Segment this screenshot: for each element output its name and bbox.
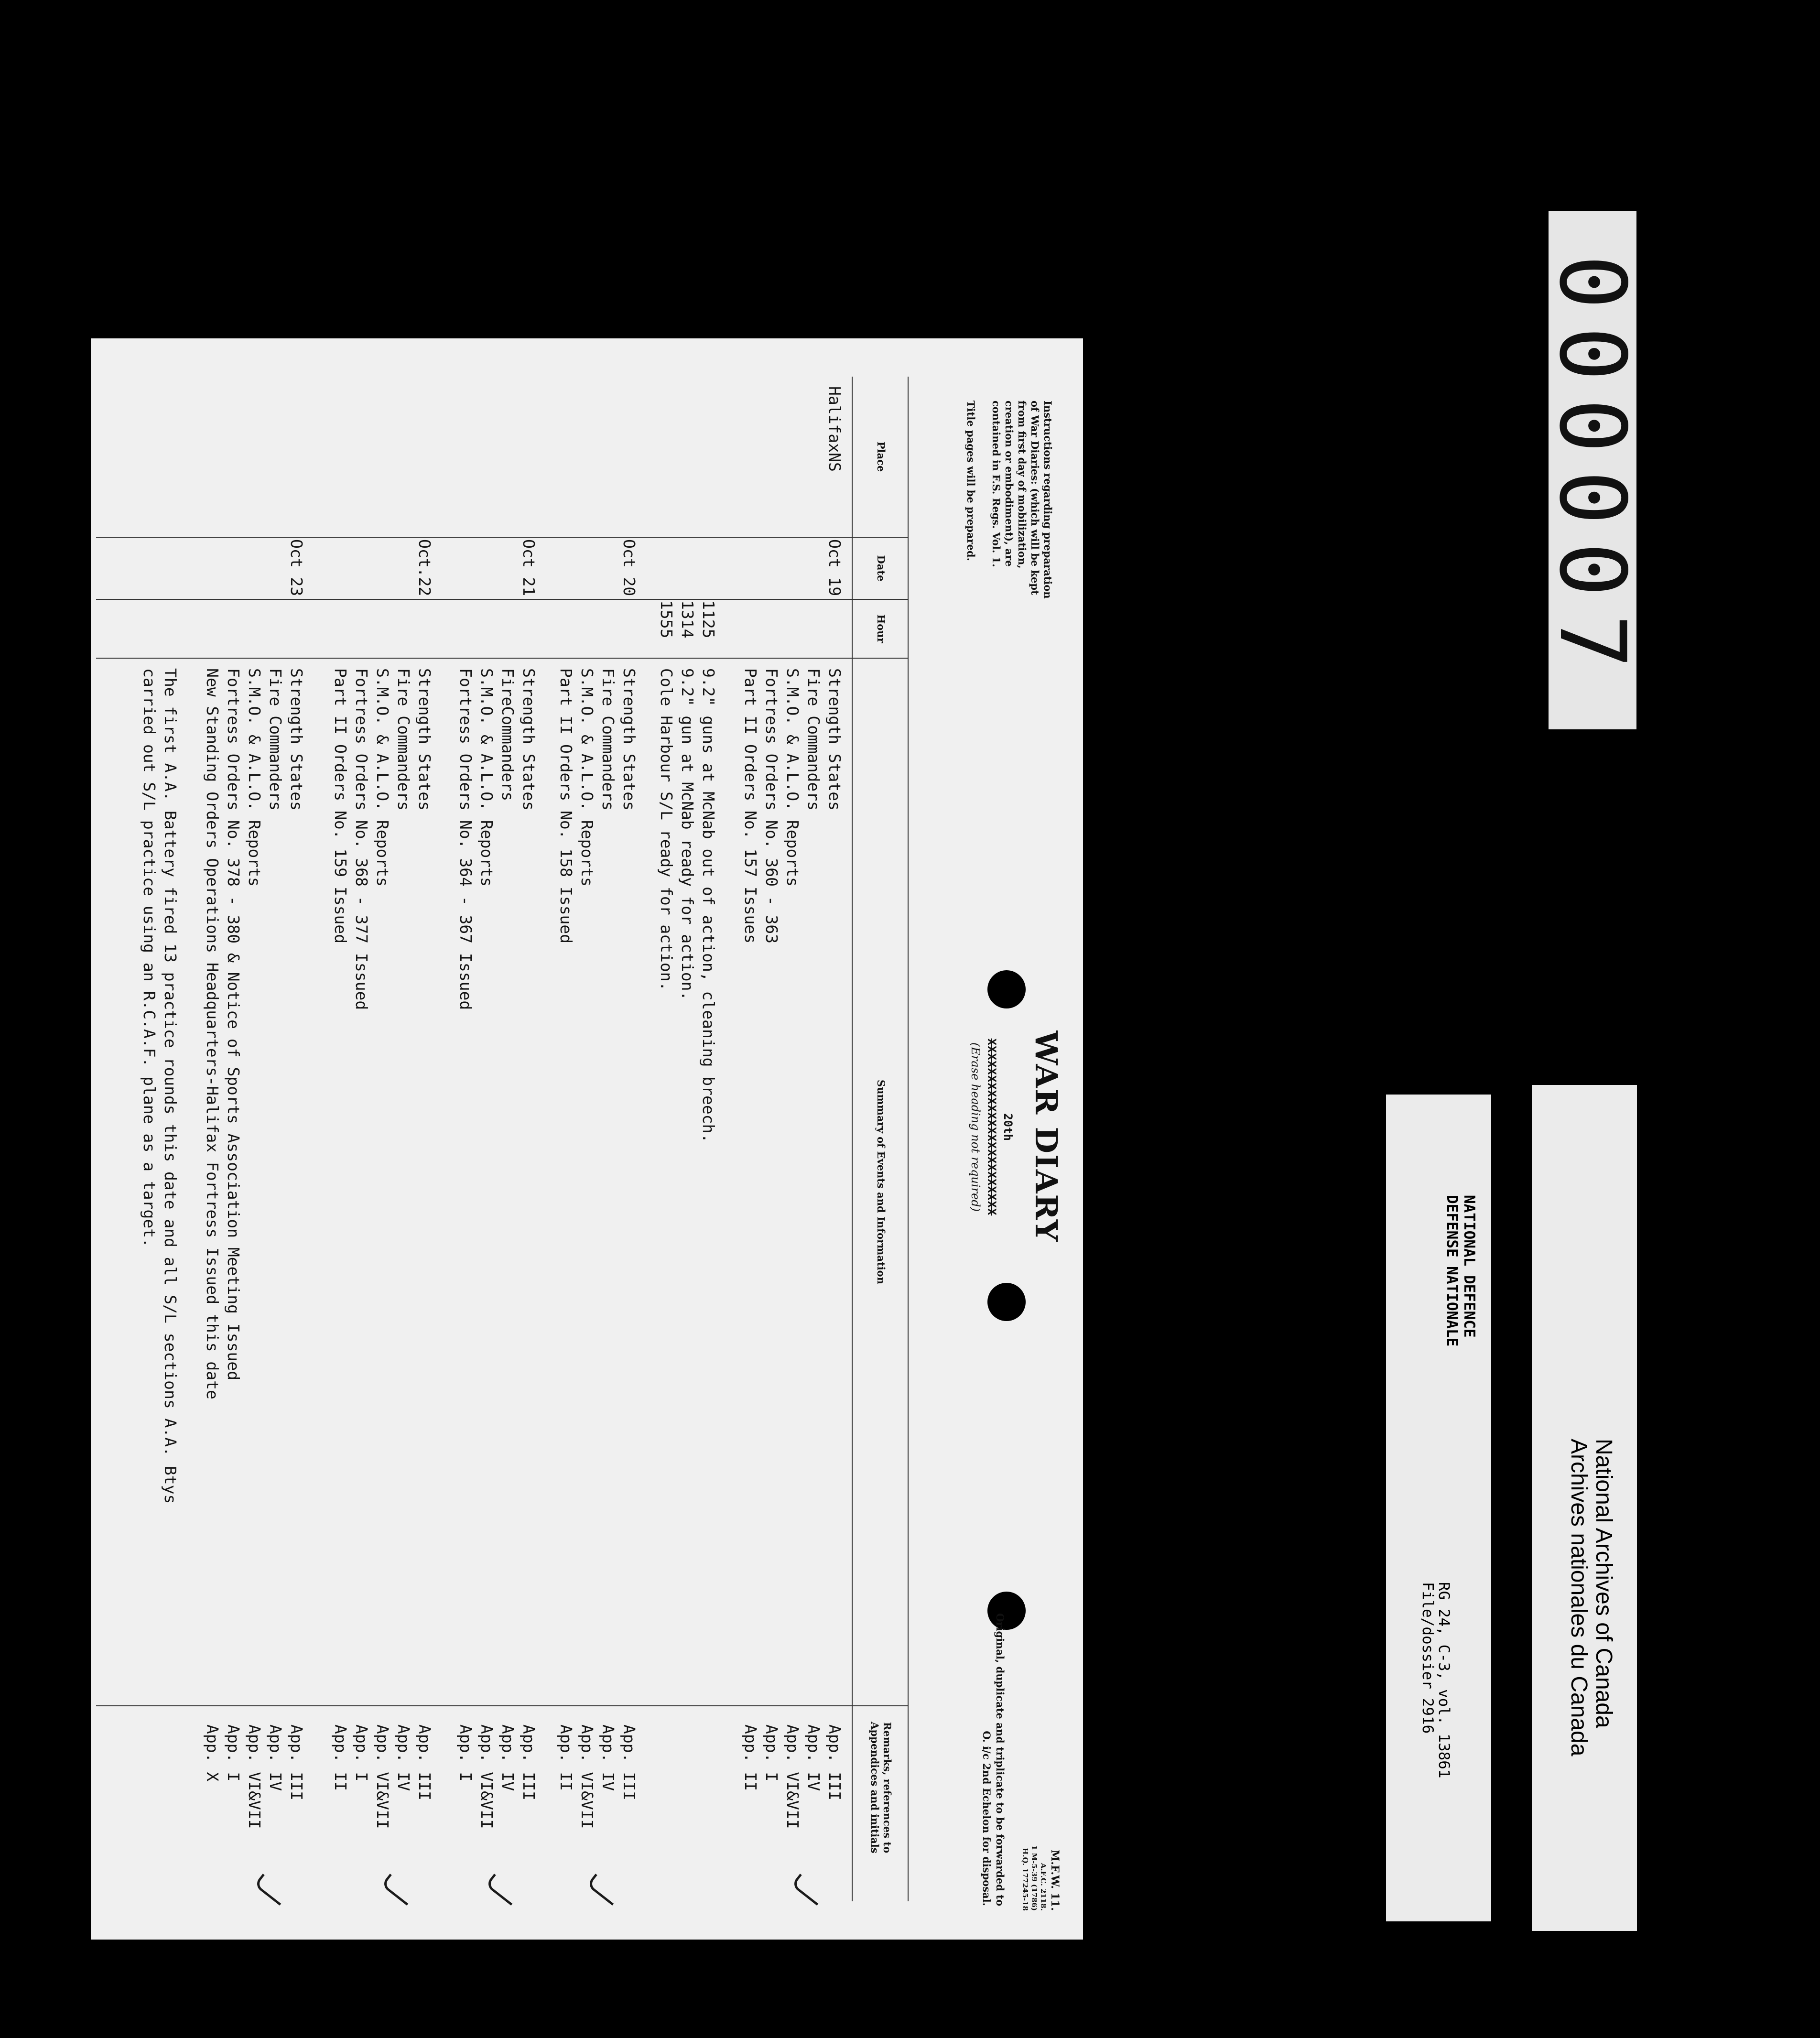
column-divider	[96, 1705, 909, 1706]
entry-text: Strength States	[287, 668, 306, 811]
entry-text: Strength States	[520, 668, 538, 811]
entry-text: Part II Orders No. 159 Issued	[331, 668, 350, 944]
appendix-references	[455, 1724, 539, 1868]
entry-place: HalifaxNS	[825, 386, 844, 472]
frame-number: 000007	[1539, 254, 1646, 686]
appendix-ref: App. II	[557, 1724, 575, 1791]
entry-line	[576, 602, 597, 1367]
entry-line	[330, 602, 351, 1367]
appendix-ref: App. VI&VII	[245, 1724, 264, 1829]
column-header-place: Place	[875, 441, 887, 472]
appendix-ref: App. VI&VII	[578, 1724, 596, 1829]
entry-text: 9.2" gun at McNab ready for action.	[678, 668, 697, 1001]
appendix-ref: App. IV	[266, 1724, 285, 1791]
entry-text: 9.2" guns at McNab out of action, cleaning breech.	[699, 668, 718, 1143]
form-code-block	[1020, 1758, 1062, 1911]
entry-hour: 1555	[657, 600, 676, 639]
department-name-en: NATIONAL DEFENCE	[1461, 1195, 1478, 1338]
entry-text: Cole Harbour S/L ready for action.	[657, 668, 676, 991]
entry-text: Fortress Orders No. 360 - 363	[762, 668, 781, 944]
entry-line	[740, 602, 761, 1367]
entry-line	[139, 602, 160, 1367]
appendix-references	[330, 1724, 435, 1868]
typed-over-heading: 20th	[1001, 1113, 1015, 1141]
entry-text: carried out S/L practice using an R.C.A.F. plane as a target.	[140, 668, 159, 1247]
form-code: M.F.W. 11.	[1049, 1850, 1061, 1911]
appendix-ref: App. I	[224, 1724, 243, 1782]
appendix-ref: App. VI&VII	[373, 1724, 392, 1829]
entry-text: Fortress Orders No. 378 - 380 & Notice of Sports Association Meeting Issued	[224, 668, 243, 1381]
check-mark-icon	[791, 1874, 826, 1906]
record-group-reference: RG 24, C-3, vol. 13861	[1435, 1582, 1452, 1778]
archives-name-en: National Archives of Canada	[1591, 1439, 1616, 1728]
entry-text: S.M.O. & A.L.O. Reports	[373, 668, 392, 887]
entry-line	[393, 602, 414, 1367]
entry-line	[372, 602, 393, 1367]
entry-line	[455, 602, 476, 1367]
entry-text: Strength States	[415, 668, 434, 811]
entry-line	[476, 602, 497, 1367]
forwarding-note: Original, duplicate and triplicate to be forwarded to O. i/c 2nd Echelon for disposal.	[981, 1613, 1006, 1906]
appendix-ref: App. X	[203, 1724, 222, 1782]
entry-line	[698, 602, 719, 1367]
war-diary-form	[91, 338, 1083, 1940]
department-name-fr: DEFENSE NATIONALE	[1443, 1195, 1461, 1347]
appendix-ref: App. I	[352, 1724, 371, 1782]
entry-text: Fire Commanders	[599, 668, 618, 811]
entry-hour: 1314	[678, 600, 697, 639]
entry-line	[719, 602, 740, 1367]
entry-text: FireCommanders	[498, 668, 517, 802]
entry-line	[518, 602, 539, 1367]
entry-text: Strength States	[620, 668, 639, 811]
entry-text: S.M.O. & A.L.O. Reports	[477, 668, 496, 887]
appendix-ref: App. I	[456, 1724, 475, 1782]
entry-line	[677, 602, 698, 1367]
entry-text: S.M.O. & A.L.O. Reports	[245, 668, 264, 887]
entry-line	[597, 602, 618, 1367]
appendix-references	[555, 1724, 639, 1868]
entry-hour: 1125	[699, 600, 718, 639]
column-header-summary: Summary of Events and Information	[875, 1080, 887, 1284]
appendix-ref: App. I	[762, 1724, 781, 1782]
war-diary-page-frame	[91, 338, 1083, 1940]
appendix-ref: App. III	[620, 1724, 639, 1800]
entry-text: S.M.O. & A.L.O. Reports	[783, 668, 802, 887]
struck-through-heading: XXXXXXXXXXXXXXXXXXXXXXXX	[985, 1038, 998, 1216]
entry-date: Oct 21	[520, 539, 538, 596]
heading-subtitle	[967, 936, 1016, 1318]
appendix-ref: App. IV	[498, 1724, 517, 1791]
check-mark-icon	[586, 1874, 621, 1906]
column-divider	[96, 599, 909, 600]
title-pages-note: Title pages will be prepared.	[965, 401, 977, 561]
column-divider	[96, 537, 909, 538]
entry-text: Fortress Orders No. 368 - 377 Issued	[352, 668, 371, 1010]
check-mark-icon	[254, 1874, 289, 1906]
appendix-ref: App. IV	[599, 1724, 618, 1791]
entry-line	[244, 602, 265, 1367]
entry-date: Oct.22	[415, 539, 434, 596]
entry-text: Fortress Orders No. 364 - 367 Issued	[456, 668, 475, 1010]
entry-line	[656, 602, 677, 1367]
entry-line	[181, 602, 202, 1367]
column-header-hour: Hour	[875, 614, 887, 643]
entry-line	[618, 602, 639, 1367]
entry-date: Oct 19	[825, 539, 844, 596]
entry-text: Fire Commanders	[804, 668, 823, 811]
appendix-ref: App. II	[331, 1724, 350, 1791]
entry-text: Fire Commanders	[266, 668, 285, 811]
entry-line	[223, 602, 244, 1381]
entry-line	[265, 602, 286, 1367]
entry-line	[803, 602, 824, 1367]
entry-line	[761, 602, 782, 1367]
appendix-ref: App. VI&VII	[477, 1724, 496, 1829]
frame-number-label	[1539, 211, 1646, 729]
entry-text: New Standing Orders Operations Headquarters-Halifax Fortress Issued this date	[203, 668, 222, 1399]
national-archives-slate	[1532, 1085, 1637, 1931]
form-code-line: H.Q. 177245-18	[1021, 1848, 1029, 1911]
column-header-remarks: Remarks, references to Appendices and initials	[869, 1722, 893, 1854]
entry-date: Oct 23	[287, 539, 306, 596]
entry-text: Part II Orders No. 158 Issued	[557, 668, 575, 944]
entry-text: S.M.O. & A.L.O. Reports	[578, 668, 596, 887]
appendix-ref: App. II	[741, 1724, 760, 1791]
appendix-ref: App. IV	[394, 1724, 413, 1791]
check-mark-icon	[381, 1874, 416, 1906]
file-reference: File/dossier 2916	[1419, 1582, 1436, 1734]
entry-line	[414, 602, 435, 1367]
entry-date: Oct 20	[620, 539, 639, 596]
entry-line	[202, 602, 223, 1399]
appendix-ref: App. III	[287, 1724, 306, 1800]
entry-line	[160, 602, 181, 1504]
instructions-text: Instructions regarding preparation of War Diaries: (which will be kept from first day of mobilization, creation or embodiment), are contained in F.S. Regs. Vol. 1.	[990, 401, 1054, 599]
form-code-line: 1 M-5-39 (1786)	[1030, 1845, 1039, 1911]
appendix-ref: App. III	[825, 1724, 844, 1800]
entry-text: The first A.A. Battery fired 13 practice rounds this date and all S/L sections A.A. Btys	[161, 668, 180, 1504]
entry-text: Fire Commanders	[394, 668, 413, 811]
appendix-ref: App. IV	[804, 1724, 823, 1791]
entry-text: Part II Orders No. 157 Issues	[741, 668, 760, 944]
instructions-note	[964, 401, 1054, 611]
appendix-references	[202, 1724, 307, 1868]
national-defence-slate	[1386, 1095, 1491, 1921]
appendix-ref: App. III	[415, 1724, 434, 1800]
table-top-rule	[908, 377, 909, 1901]
entry-text: Strength States	[825, 668, 844, 811]
appendix-references	[740, 1724, 845, 1868]
appendix-ref: App. III	[520, 1724, 538, 1800]
erase-heading-note: (Erase heading not required)	[969, 1042, 982, 1212]
form-code-line: A.F.C. 2118.	[1039, 1863, 1048, 1911]
entry-line	[286, 602, 307, 1367]
check-mark-icon	[485, 1874, 520, 1906]
entry-line	[497, 602, 518, 1367]
entry-line	[555, 602, 576, 1367]
appendix-ref: App. VI&VII	[783, 1724, 802, 1829]
archives-name-fr: Archives nationales du Canada	[1566, 1439, 1592, 1756]
entry-line	[351, 602, 372, 1367]
page-title: WAR DIARY	[1028, 1030, 1064, 1243]
entry-line	[782, 602, 803, 1367]
column-header-date: Date	[875, 555, 887, 582]
entry-line	[824, 602, 845, 1367]
table-header-rule	[852, 377, 853, 1901]
